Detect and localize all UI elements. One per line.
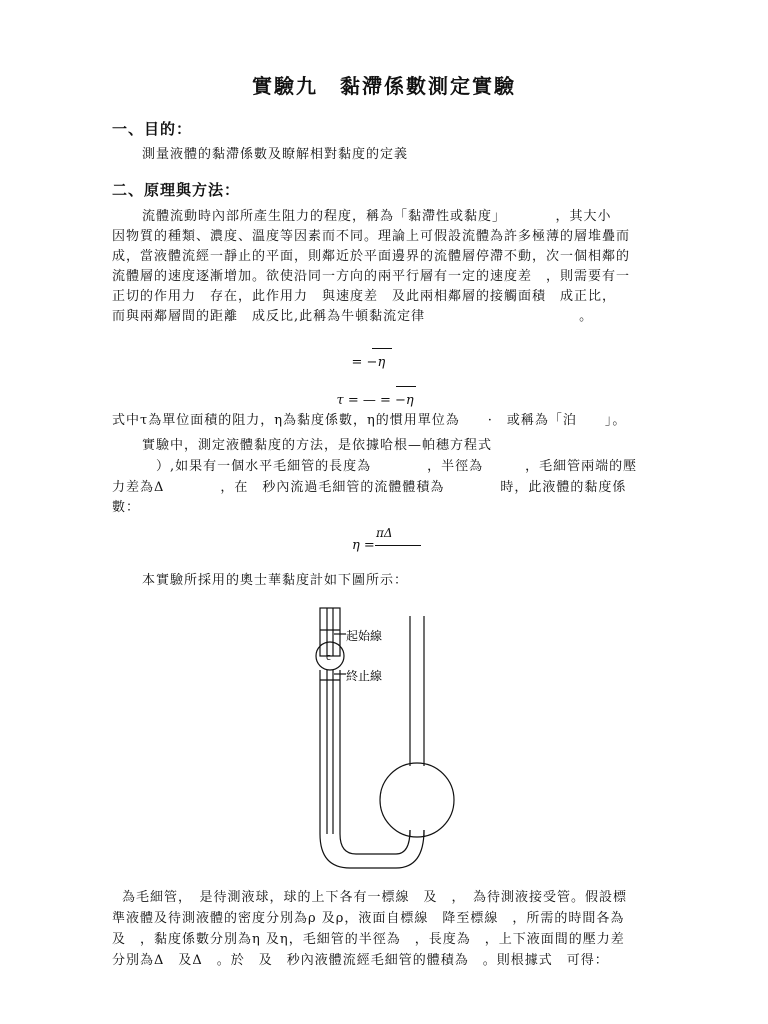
ostwald-viscometer-figure bbox=[300, 606, 480, 896]
paragraph-line: ）,如果有一個水平毛細管的長度為 ，半徑為 ，毛細管兩端的壓 bbox=[142, 459, 638, 474]
label-start-line: 起始線 bbox=[346, 629, 383, 643]
label-bulb-c: c bbox=[326, 653, 331, 663]
equation-text: = −η bbox=[351, 355, 386, 370]
section-heading-purpose: 一、目的： bbox=[112, 120, 193, 138]
paragraph-line: 流體流動時內部所產生阻力的程度，稱為「黏滯性或黏度」 ，其大小 bbox=[142, 209, 612, 224]
fraction-bar bbox=[372, 348, 392, 349]
paragraph-line: 而與兩鄰層間的距離 成反比,此稱為牛頓黏流定律 。 bbox=[112, 309, 594, 324]
paragraph-line: 力差為Δ ，在 秒內流過毛細管的流體體積為 時，此液體的黏度係 bbox=[112, 480, 627, 495]
paragraph-line: 數： bbox=[112, 500, 141, 515]
paragraph-line: 實驗中，測定液體黏度的方法，是依據哈根—帕穗方程式 bbox=[142, 438, 493, 453]
purpose-text: 測量液體的黏滯係數及瞭解相對黏度的定義 bbox=[142, 147, 409, 162]
label-end-line: 終止線 bbox=[346, 669, 383, 683]
paragraph-line: 為毛細管， 是待測液球，球的上下各有一標線 及 ， 為待測液接受管。假設標 bbox=[122, 890, 628, 905]
equation-viscosity-numerator: πΔ bbox=[376, 526, 393, 540]
fraction-bar bbox=[375, 545, 421, 546]
paragraph-line: 及 ，黏度係數分別為η 及η，毛細管的半徑為 ，長度為 ，上下液面間的壓力差 bbox=[112, 932, 625, 947]
equation-text: τ = — = −η bbox=[336, 393, 414, 408]
fraction-bar bbox=[396, 386, 416, 387]
page-title: 實驗九 黏滯係數測定實驗 bbox=[252, 74, 516, 98]
viscometer-diagram bbox=[300, 606, 480, 896]
figure-intro: 本實驗所採用的奧士華黏度計如下圖所示： bbox=[142, 573, 409, 588]
equation-viscosity-left: η = bbox=[352, 538, 375, 553]
paragraph-line: 準液體及待測液體的密度分別為ρ 及ρ，液面自標線 降至標線 ，所需的時間各為 bbox=[112, 911, 625, 926]
paragraph-line: 式中τ為單位面積的阻力，η為黏度係數，η的慣用單位為 · 或稱為「泊 」。 bbox=[112, 413, 627, 428]
paragraph-line: 流體層的速度逐漸增加。欲使沿同一方向的兩平行層有一定的速度差 ，則需要有一 bbox=[112, 269, 631, 284]
section-heading-principle: 二、原理與方法： bbox=[112, 181, 241, 199]
paragraph-line: 分別為Δ 及Δ 。於 及 秒內液體流經毛細管的體積為 。則根據式 可得： bbox=[112, 953, 609, 968]
paragraph-line: 因物質的種類、濃度、溫度等因素而不同。理論上可假設流體為許多極薄的層堆疊而 bbox=[112, 229, 631, 244]
paragraph-line: 成，當液體流經一靜止的平面，則鄰近於平面邊界的流體層停滯不動，次一個相鄰的 bbox=[112, 249, 631, 264]
paragraph-line: 正切的作用力 存在，此作用力 與速度差 及此兩相鄰層的接觸面積 成正比， bbox=[112, 289, 617, 304]
